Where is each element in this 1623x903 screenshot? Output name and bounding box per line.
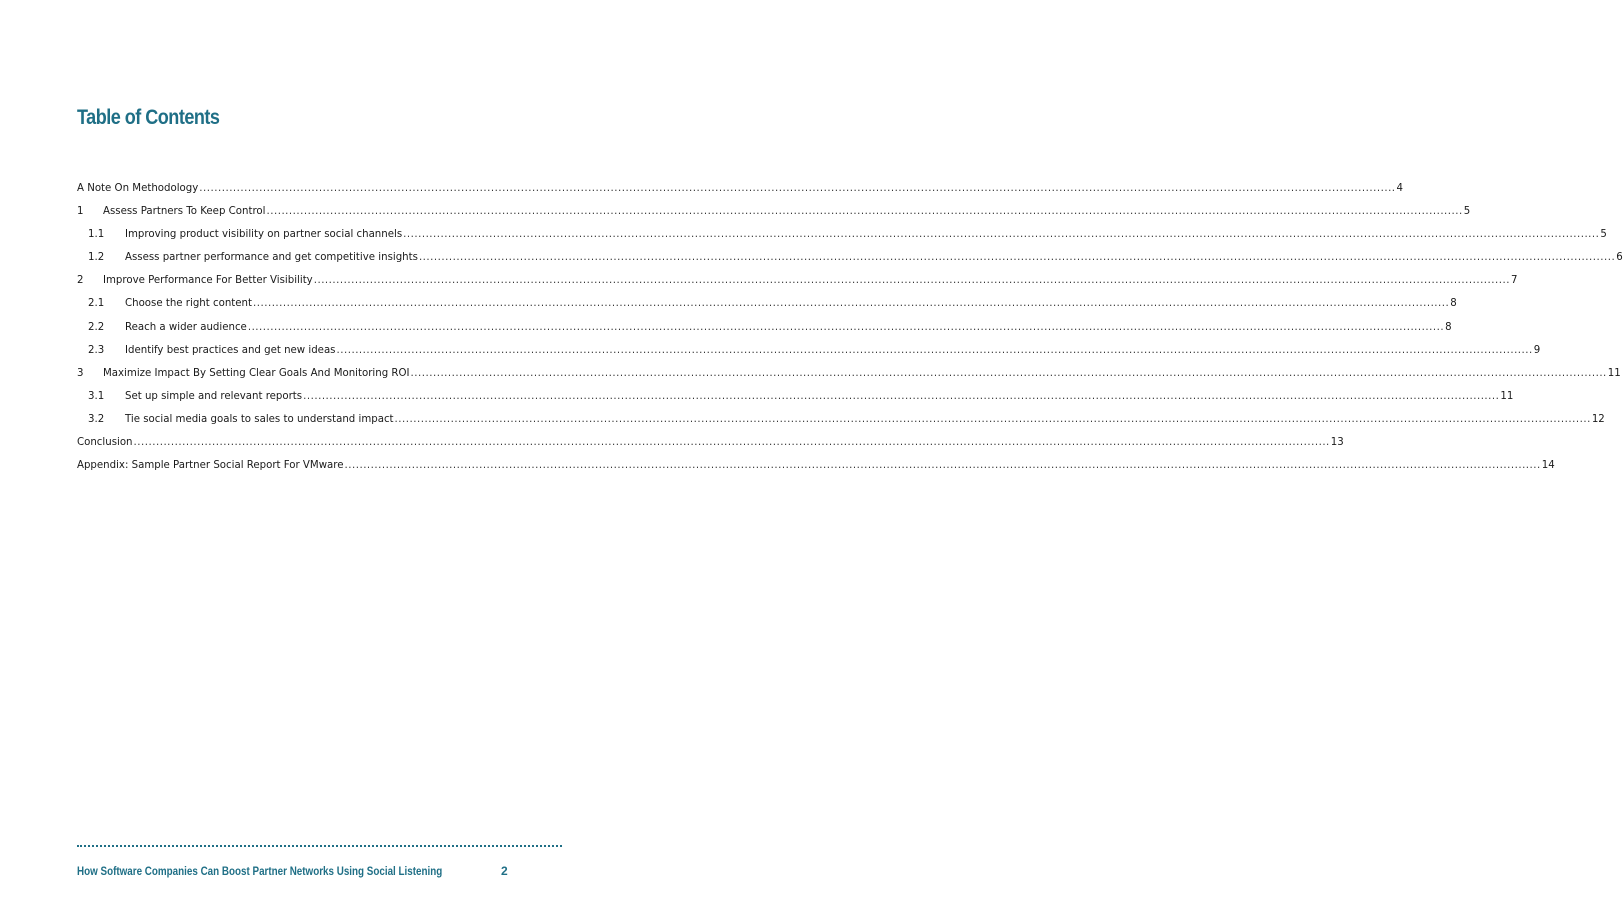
toc-entry-page: 11 bbox=[1500, 390, 1514, 402]
toc-dot-leader bbox=[337, 339, 1533, 362]
toc-entry-page: 4 bbox=[1396, 183, 1404, 194]
toc-entry[interactable] bbox=[77, 339, 1541, 362]
toc-dot-leader bbox=[411, 362, 1607, 385]
toc-entry-title: Assess Partners To Keep Control bbox=[103, 206, 266, 218]
page-title: Table of Contents bbox=[77, 106, 220, 129]
toc-entry[interactable] bbox=[77, 223, 1607, 246]
toc-dot-leader bbox=[303, 385, 1499, 408]
toc-entry-page: 13 bbox=[1330, 437, 1344, 449]
toc-entry-title: Assess partner performance and get competitive insights bbox=[125, 252, 418, 264]
toc-entry-number: 1.1 bbox=[88, 229, 105, 241]
toc-entry-page: 5 bbox=[1600, 229, 1607, 241]
toc-entry-number: 3.2 bbox=[88, 413, 105, 425]
toc-entry-number: 1.2 bbox=[88, 252, 105, 264]
toc-entry-number: 3 bbox=[77, 367, 84, 379]
toc-entry-page: 9 bbox=[1533, 344, 1541, 356]
toc-entry-number: 2 bbox=[77, 275, 84, 287]
toc-entry-page: 14 bbox=[1541, 460, 1555, 472]
toc-entry-title: Choose the right content bbox=[125, 298, 252, 310]
toc-entry-title: Improve Performance For Better Visibility bbox=[103, 275, 313, 287]
toc-entry[interactable] bbox=[77, 200, 1471, 223]
toc-dot-leader bbox=[345, 454, 1541, 477]
toc-entry-page: 11 bbox=[1607, 367, 1621, 379]
toc-entry-page: 6 bbox=[1616, 252, 1623, 264]
toc-entry[interactable] bbox=[77, 269, 1518, 292]
toc-dot-leader bbox=[314, 269, 1510, 292]
toc-entry-page: 8 bbox=[1450, 298, 1457, 310]
toc-dot-leader bbox=[395, 408, 1591, 431]
toc-entry[interactable] bbox=[77, 408, 1605, 431]
footer-page-number: 2 bbox=[501, 864, 508, 878]
toc-entry-title: Tie social media goals to sales to understand impact bbox=[125, 413, 394, 425]
toc-entry-page: 7 bbox=[1510, 275, 1518, 287]
table-of-contents bbox=[77, 177, 1623, 477]
toc-entry[interactable] bbox=[77, 292, 1457, 315]
toc-dot-leader bbox=[248, 316, 1444, 339]
toc-entry-title: Appendix: Sample Partner Social Report For VMware bbox=[77, 460, 344, 472]
toc-entry-title: Set up simple and relevant reports bbox=[125, 390, 303, 402]
toc-entry[interactable] bbox=[77, 316, 1452, 339]
toc-entry-number: 2.2 bbox=[88, 321, 105, 333]
toc-entry-number: 2.3 bbox=[88, 344, 105, 356]
toc-entry-number: 1 bbox=[77, 206, 84, 218]
toc-entry[interactable] bbox=[77, 362, 1621, 385]
toc-entry-title: Reach a wider audience bbox=[125, 321, 247, 333]
toc-entry-page: 5 bbox=[1463, 206, 1471, 218]
toc-dot-leader bbox=[199, 177, 1395, 200]
footer-divider bbox=[77, 845, 562, 847]
toc-entry-title: Improving product visibility on partner social channels bbox=[125, 229, 403, 241]
toc-dot-leader bbox=[403, 223, 1599, 246]
toc-entry-title: A Note On Methodology bbox=[77, 183, 199, 194]
toc-entry[interactable] bbox=[77, 454, 1555, 477]
toc-entry-number: 2.1 bbox=[88, 298, 105, 310]
toc-dot-leader bbox=[419, 246, 1615, 269]
footer-title: How Software Companies Can Boost Partner Networks Using Social Listening bbox=[77, 864, 443, 878]
toc-entry-number: 3.1 bbox=[88, 390, 105, 402]
toc-entry-title: Conclusion bbox=[77, 437, 133, 449]
toc-entry[interactable] bbox=[77, 177, 1404, 200]
toc-entry[interactable] bbox=[77, 431, 1344, 454]
toc-entry-page: 12 bbox=[1591, 413, 1605, 425]
toc-dot-leader bbox=[253, 292, 1449, 315]
toc-dot-leader bbox=[266, 200, 1462, 223]
toc-entry[interactable] bbox=[77, 385, 1514, 408]
toc-entry[interactable] bbox=[77, 246, 1623, 269]
toc-entry-title: Identify best practices and get new ideas bbox=[125, 344, 336, 356]
toc-entry-page: 8 bbox=[1445, 321, 1452, 333]
toc-dot-leader bbox=[134, 431, 1330, 454]
toc-entry-title: Maximize Impact By Setting Clear Goals And Monitoring ROI bbox=[103, 367, 410, 379]
